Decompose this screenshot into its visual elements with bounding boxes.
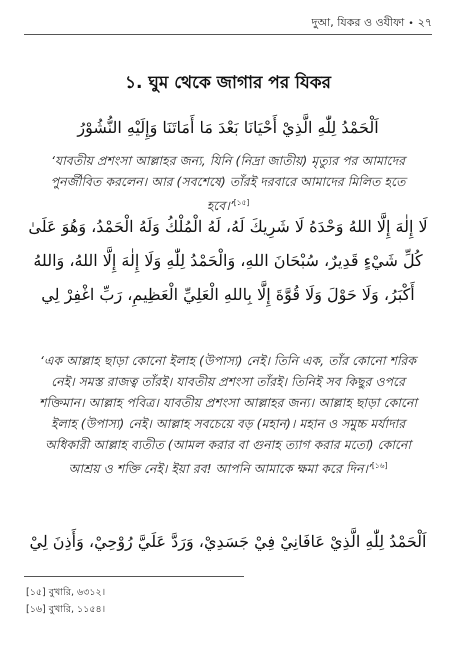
section-title: ১. ঘুম থেকে জাগার পর যিকর bbox=[124, 73, 331, 93]
arabic-dua-3: اَلْحَمْدُ لِلّٰهِ الَّذِيْ عَافَانِيْ فِيْ جَسَدِيْ، وَرَدَّ عَلَيَّ رُوْحِيْ، وَأَذِنَ لِيْ bbox=[29, 532, 427, 551]
footnote-divider bbox=[24, 576, 244, 577]
footnote-ref-15[interactable]: [১৫] bbox=[233, 198, 250, 207]
footnote-16: [১৬] বুখারি, ১১৫৪। bbox=[26, 604, 106, 615]
arabic-dua-1: اَلْحَمْدُ لِلّٰهِ الَّذِيْ أَحْيَانَا بَعْدَ مَا أَمَاتَنَا وَإِلَيْهِ النُّشُوْرُ bbox=[77, 118, 379, 137]
footnote-ref-16[interactable]: [১৬] bbox=[371, 461, 388, 470]
translation-2-text: ‘এক আল্লাহ ছাড়া কোনো ইলাহ (উপাস্য) নেই। তিনি এক, তাঁর কোনো শরিক নেই। সমস্ত রাজত্ব তাঁরই। যাবতীয় প্রশংসা তাঁরই। তিনিই সব কিছুর ওপরে শক্তিমান। আল্লাহ পবিত্র। যাবতীয় প্রশংসা আল্লাহর জন্য। আল্লাহ ছাড়া কোনো ইলাহ (উপাস্য) নেই। আল্লাহ সবচেয়ে বড় (মহান)। মহান ও সমুচ্চ মর্যাদার অধিকারী আল্লাহ ব্যতীত (আমল করার বা গুনাহ ত্যাগ করার মতো) কোনো আশ্রয় ও শক্তি নেই। ইয়া রব! আপনি আমাকে ক্ষমা করে দিন।’ bbox=[38, 353, 418, 477]
page-number: ২৭ bbox=[417, 16, 432, 29]
running-header-title: দুআ, যিকর ও ওযীফা bbox=[311, 16, 405, 29]
footnotes bbox=[26, 584, 105, 618]
translation-2 bbox=[28, 350, 428, 479]
translation-1 bbox=[28, 150, 428, 216]
arabic-dua-2: لَا إِلٰهَ إِلَّا اللهُ وَحْدَهُ لَا شَرِيكَ لَهُ، لَهُ الْمُلْكُ وَلَهُ الْحَمْدُ، وَهُوَ عَلَىٰ كُلِّ شَيْءٍ قَدِيرٌ، سُبْحَانَ اللهِ، وَالْحَمْدُ لِلّٰهِ وَلَا إِلٰهَ إِلَّا اللهُ، وَاللهُ أَكْبَرُ، وَلَا حَوْلَ وَلَا قُوَّةَ إِلَّا بِاللهِ الْعَلِيِّ الْعَظِيمِ، رَبِّ اغْفِرْ لِي bbox=[28, 217, 428, 304]
bullet-icon: • bbox=[408, 18, 414, 29]
translation-1-text: ‘যাবতীয় প্রশংসা আল্লাহর জন্য, যিনি (নিদ্রা জাতীয়) মৃত্যুর পর আমাদের পুনর্জীবিত করলেন। আর (সবশেষে) তাঁরই দরবারে আমাদের মিলিত হতে হবে।’ bbox=[50, 153, 406, 214]
header-divider bbox=[24, 34, 432, 35]
running-header bbox=[312, 14, 432, 33]
footnote-15: [১৫] বুখারি, ৬৩১২। bbox=[26, 587, 106, 598]
